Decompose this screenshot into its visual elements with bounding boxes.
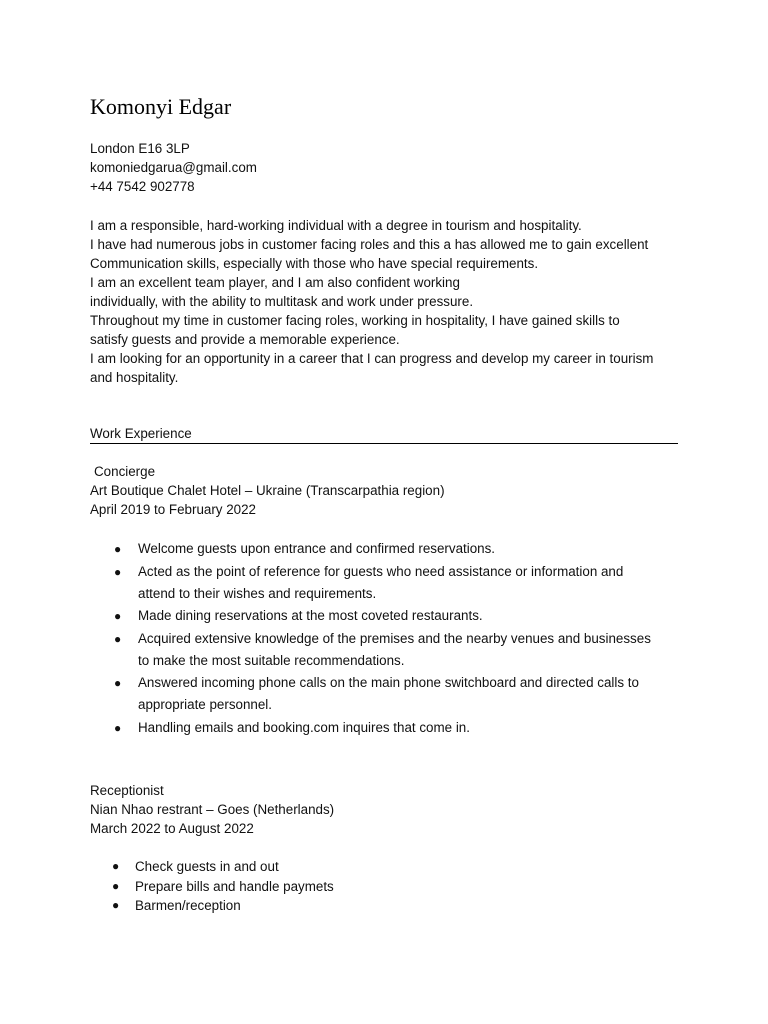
summary-line: I am looking for an opportunity in a career that I can progress and develop my career in tourism [90,351,654,366]
email: komoniedgarua@gmail.com [90,160,257,175]
job-dates: April 2019 to February 2022 [90,502,256,517]
duty-text: Barmen/reception [135,898,241,913]
bullet-icon: ● [112,898,120,912]
job-employer: Nian Nhao restrant – Goes (Netherlands) [90,802,335,817]
duty-text: Acted as the point of reference for guests who need assistance or information and [138,563,624,579]
bullet-icon: ● [114,564,122,579]
summary-line: Throughout my time in customer facing roles, working in hospitality, I have gained skills to [90,313,620,328]
job-role: Receptionist [90,783,164,798]
list-item [90,605,690,627]
duty-text: Made dining reservations at the most coveted restaurants. [138,608,483,623]
work-experience-heading: Work Experience [90,424,678,444]
summary-line: I am a responsible, hard-working individual with a degree in tourism and hospitality. [90,218,582,233]
bullet-icon: ● [114,609,122,623]
list-item [90,857,690,877]
list-item [90,538,690,560]
duty-text: Answered incoming phone calls on the main phone switchboard and directed calls to [138,675,639,690]
duty-text: to make the most suitable recommendations. [138,652,405,668]
bullet-icon: ● [114,676,122,690]
duty-text: Check guests in and out [135,859,279,874]
bullet-icon: ● [114,631,122,646]
job-header-receptionist [90,781,334,838]
job-duties-concierge [90,538,690,739]
list-item [90,628,690,672]
summary-line: satisfy guests and provide a memorable experience. [90,332,400,347]
duty-text: Welcome guests upon entrance and confirmed reservations. [138,541,496,556]
summary-line: Communication skills, especially with those who have special requirements. [90,256,539,271]
summary-line: and hospitality. [90,370,179,385]
duty-text: Acquired extensive knowledge of the premises and the nearby venues and businesses [138,630,651,646]
duty-text: Prepare bills and handle paymets [135,878,334,894]
duty-text: appropriate personnel. [138,697,272,712]
summary-line: I am an excellent team player, and I am also confident working [90,275,460,290]
job-header-concierge [90,462,445,519]
job-dates: March 2022 to August 2022 [90,821,254,836]
duty-text: Handling emails and booking.com inquires that come in. [138,719,470,735]
summary-line: I have had numerous jobs in customer facing roles and this a has allowed me to gain excellent [90,237,649,252]
bullet-icon: ● [112,859,120,873]
list-item [90,877,690,897]
candidate-name: Komonyi Edgar [90,94,232,119]
summary-line: individually, with the ability to multitask and work under pressure. [90,294,474,309]
personal-summary [90,216,690,387]
bullet-icon: ● [112,878,120,893]
list-item [90,896,690,916]
list-item [90,561,690,605]
list-item [90,717,690,739]
address: London E16 3LP [90,141,190,156]
bullet-icon: ● [114,720,122,735]
job-duties-receptionist [90,857,690,916]
job-role: Concierge [94,464,156,479]
bullet-icon: ● [114,542,122,556]
contact-info [90,139,257,196]
duty-text: attend to their wishes and requirements. [138,585,377,601]
job-employer: Art Boutique Chalet Hotel – Ukraine (Transcarpathia region) [90,483,445,498]
list-item [90,672,690,716]
phone: +44 7542 902778 [90,179,195,194]
